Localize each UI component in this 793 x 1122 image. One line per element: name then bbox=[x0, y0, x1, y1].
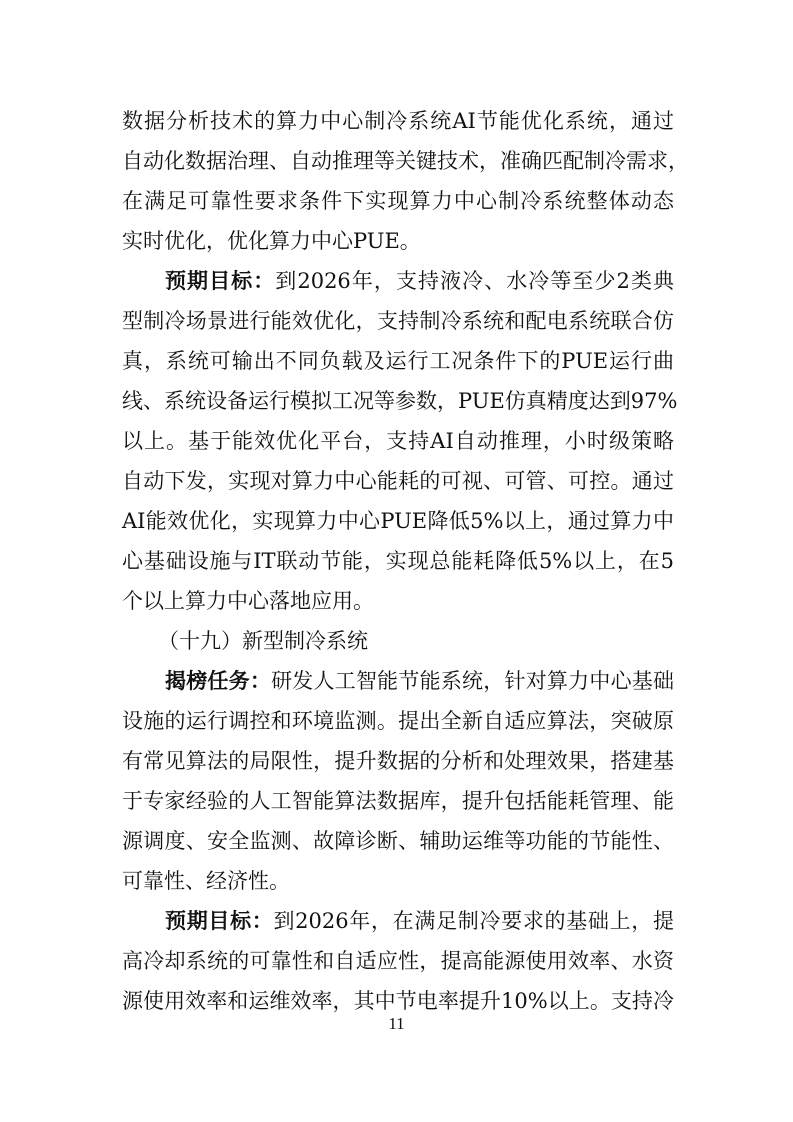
paragraph-4-line-3: 源使用效率和运维效率，其中节电率提升10%以上。支持冷 bbox=[122, 989, 674, 1013]
paragraph-2-line-9: 个以上算力中心落地应用。 bbox=[122, 589, 374, 613]
paragraph-3-line-4: 于专家经验的人工智能算法数据库，提升包括能耗管理、能 bbox=[122, 789, 674, 813]
paragraph-3-line-2: 设施的运行调控和环境监测。提出全新自适应算法，突破原 bbox=[122, 709, 674, 733]
paragraph-1-line-3: 在满足可靠性要求条件下实现算力中心制冷系统整体动态 bbox=[122, 189, 674, 213]
task-label: 揭榜任务： bbox=[165, 668, 272, 693]
paragraph-2-line-6: 自动下发，实现对算力中心能耗的可视、可管、可控。通过 bbox=[122, 469, 674, 493]
paragraph-2-line-8: 心基础设施与IT联动节能，实现总能耗降低5%以上，在5 bbox=[122, 549, 674, 573]
paragraph-1-line-4: 实时优化，优化算力中心PUE。 bbox=[122, 229, 421, 253]
paragraph-2-line-1 bbox=[165, 261, 674, 301]
paragraph-1-line-1: 数据分析技术的算力中心制冷系统AI节能优化系统，通过 bbox=[122, 109, 674, 133]
paragraph-2-line-7: AI能效优化，实现算力中心PUE降低5%以上，通过算力中 bbox=[122, 509, 674, 533]
expected-goals-label-2: 预期目标： bbox=[165, 908, 274, 933]
paragraph-4-line-1-text: 到2026年，在满足制冷要求的基础上，提 bbox=[273, 909, 674, 933]
paragraph-4-line-1 bbox=[165, 901, 674, 941]
paragraph-2-line-1-text: 到2026年，支持液冷、水冷等至少2类典 bbox=[275, 269, 675, 293]
paragraph-2-line-3: 真，系统可输出不同负载及运行工况条件下的PUE运行曲 bbox=[122, 349, 674, 373]
paragraph-2-line-5: 以上。基于能效优化平台，支持AI自动推理，小时级策略 bbox=[122, 429, 674, 453]
paragraph-3-line-1-text: 研发人工智能节能系统，针对算力中心基础 bbox=[271, 669, 675, 693]
page-number: 11 bbox=[388, 1014, 405, 1033]
paragraph-3-line-6: 可靠性、经济性。 bbox=[122, 869, 290, 893]
paragraph-3-line-3: 有常见算法的局限性，提升数据的分析和处理效果，搭建基 bbox=[122, 749, 674, 773]
paragraph-2-line-4: 线、系统设备运行模拟工况等参数，PUE仿真精度达到97% bbox=[122, 389, 678, 413]
section-heading: （十九）新型制冷系统 bbox=[158, 629, 368, 653]
paragraph-3-line-5: 源调度、安全监测、故障诊断、辅助运维等功能的节能性、 bbox=[122, 829, 674, 853]
paragraph-3-line-1 bbox=[165, 661, 674, 701]
expected-goals-label: 预期目标： bbox=[165, 268, 276, 293]
paragraph-1-line-2: 自动化数据治理、自动推理等关键技术，准确匹配制冷需求， bbox=[122, 149, 689, 173]
paragraph-4-line-2: 高冷却系统的可靠性和自适应性，提高能源使用效率、水资 bbox=[122, 949, 674, 973]
paragraph-2-line-2: 型制冷场景进行能效优化，支持制冷系统和配电系统联合仿 bbox=[122, 309, 674, 333]
